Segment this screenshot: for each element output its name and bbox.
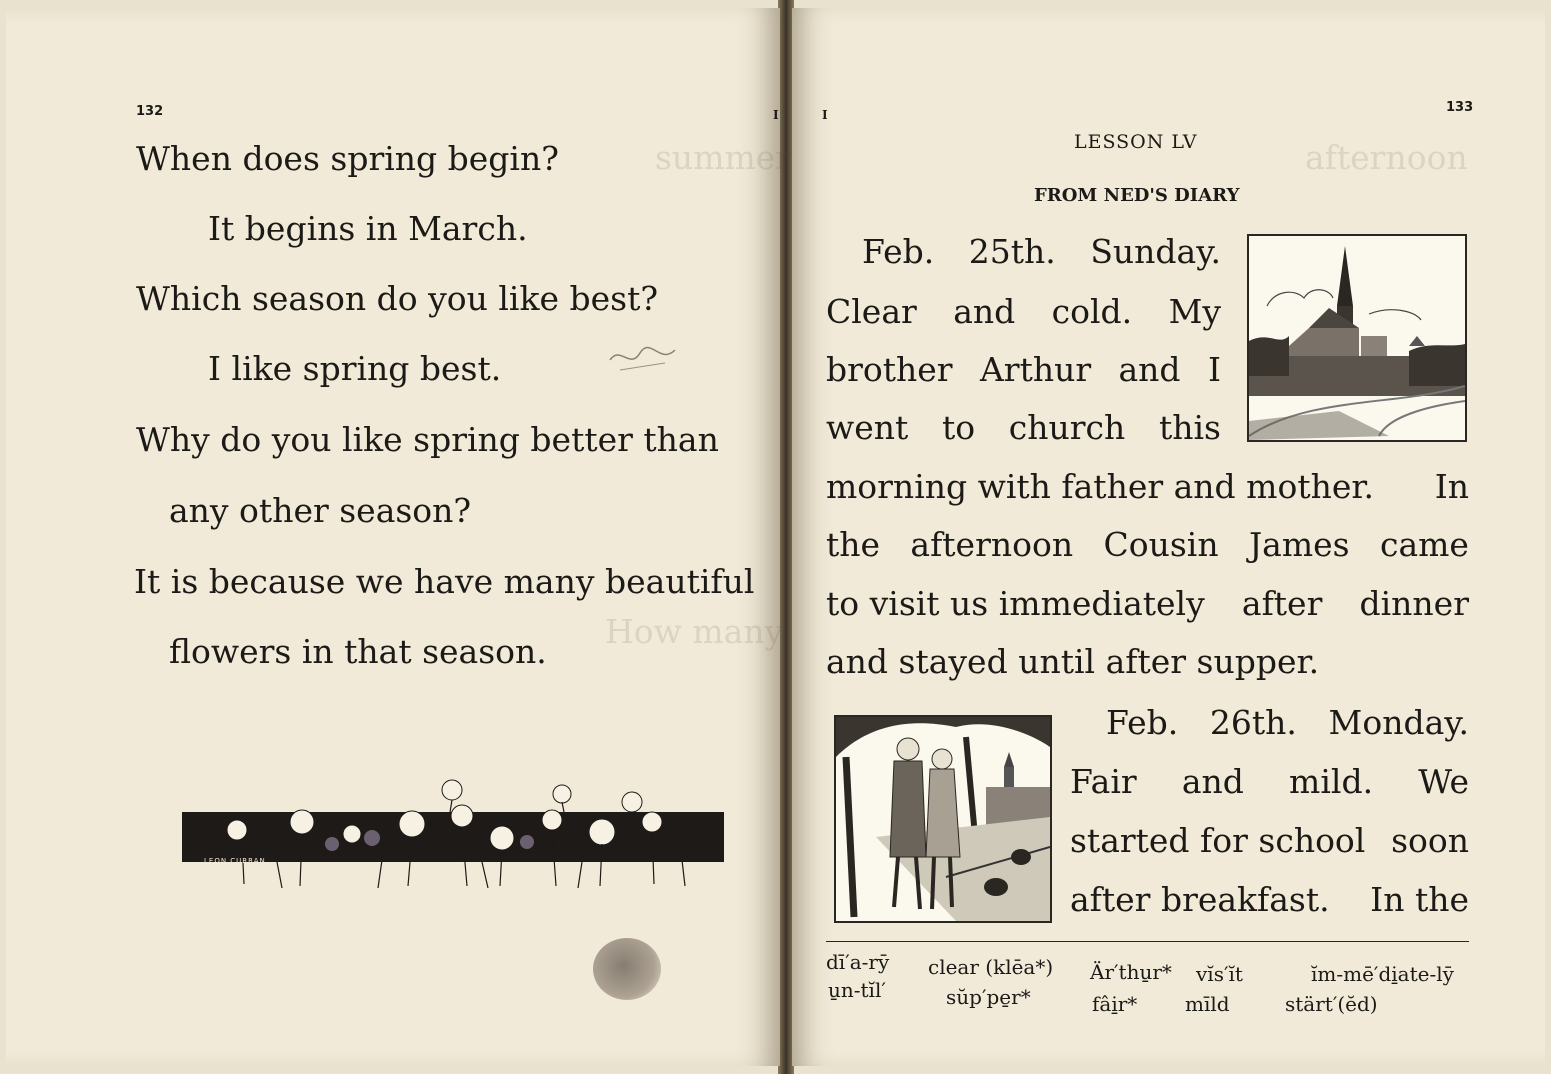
text-line: Feb. 25th. Sunday.: [862, 232, 1221, 271]
bleed-through-text: afternoon: [1305, 138, 1468, 177]
text-line: went to church this: [826, 408, 1221, 447]
illustration-credit: LEON CURRAN: [204, 857, 266, 865]
text-line: When does spring begin?: [136, 139, 559, 178]
text-line: morning with father and mother. In: [826, 467, 1469, 506]
margin-mark-right: I: [822, 108, 828, 122]
vocab-word: fâi̱r*: [1092, 992, 1138, 1016]
vocab-word: sŭp′pe̱r*: [946, 985, 1031, 1009]
vocab-word: Är′thu̱r*: [1090, 960, 1172, 984]
vocab-word: mīld: [1185, 992, 1230, 1016]
text-line: Clear and cold. My: [826, 292, 1221, 331]
text-line: Fair and mild. We: [1070, 762, 1469, 801]
text-line: I like spring best.: [208, 349, 502, 388]
text-line: after breakfast. In the: [1070, 880, 1469, 919]
vocab-word: u̱n-tĭl′: [828, 978, 886, 1002]
text-line: and stayed until after supper.: [826, 642, 1320, 681]
text-line: to visit us immediately after dinner: [826, 584, 1469, 623]
vocab-word: vĭs′ĭt: [1196, 962, 1243, 986]
pencil-scribble: [605, 335, 685, 380]
vocab-word: dī′a-rȳ: [826, 950, 890, 974]
text-line: flowers in that season.: [169, 632, 547, 671]
paper-stain: [593, 938, 661, 1000]
margin-mark-left: I: [773, 108, 779, 122]
text-line: the afternoon Cousin James came: [826, 525, 1469, 564]
bleed-through-text: summer: [655, 138, 792, 177]
text-line: Why do you like spring better than: [136, 420, 719, 459]
text-line: Feb. 26th. Monday.: [1106, 703, 1469, 742]
page-number-left: 132: [136, 104, 164, 119]
children-walking-illustration: [834, 715, 1052, 923]
vocabulary-divider: [826, 941, 1469, 942]
lesson-title: LESSON LV: [1074, 131, 1198, 153]
text-line: It is because we have many beautiful: [134, 562, 755, 601]
vocab-word: clear (klēa*): [928, 955, 1054, 979]
bleed-through-text: How many: [605, 612, 784, 651]
flower-border-illustration: [182, 772, 724, 892]
page-number-right: 133: [1446, 100, 1474, 115]
text-line: brother Arthur and I: [826, 350, 1221, 389]
vocab-word: ĭm-mē′di̱ate-lȳ: [1311, 962, 1454, 986]
church-illustration: [1247, 234, 1467, 442]
text-line: any other season?: [169, 491, 472, 530]
vocab-word: stärt′(ĕd): [1285, 992, 1378, 1016]
text-line: Which season do you like best?: [136, 279, 659, 318]
text-line: started for school soon: [1070, 821, 1469, 860]
text-line: It begins in March.: [208, 209, 528, 248]
lesson-subtitle: FROM NED'S DIARY: [1034, 185, 1240, 206]
